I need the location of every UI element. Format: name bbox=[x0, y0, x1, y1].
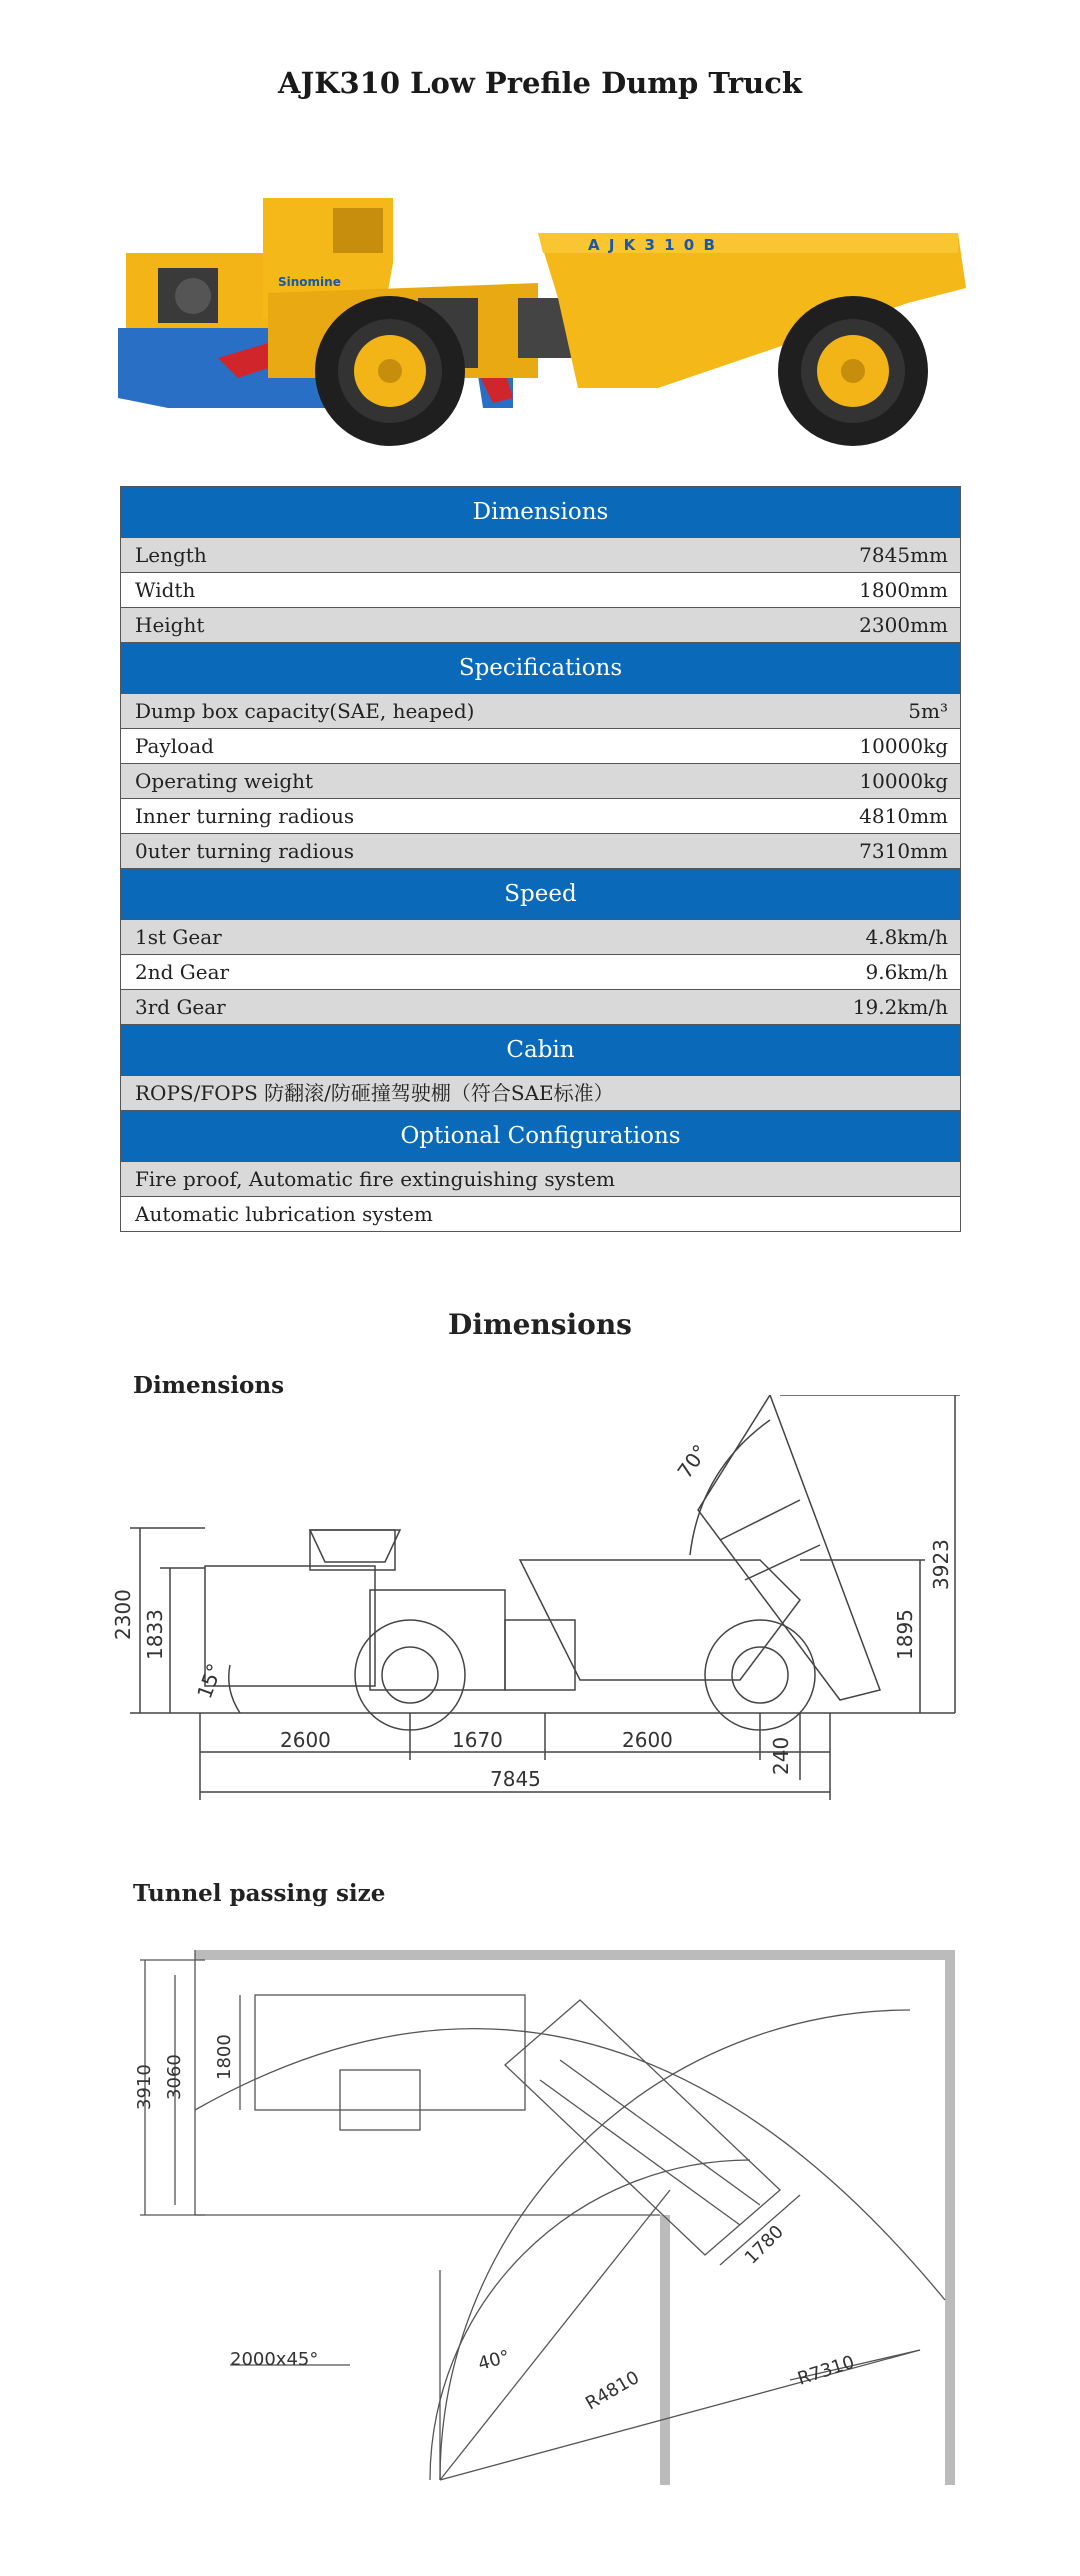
table-row: 0uter turning radious 7310mm bbox=[121, 834, 960, 869]
table-row: 2nd Gear 9.6km/h bbox=[121, 955, 960, 990]
tunnel-view-heading: Tunnel passing size bbox=[133, 1880, 386, 1907]
dim-tunnel-height-outer: 3910 bbox=[134, 2064, 155, 2110]
dim-tunnel-angle: 40° bbox=[475, 2346, 513, 2375]
tunnel-diagram bbox=[130, 1940, 960, 2500]
table-row: 3rd Gear 19.2km/h bbox=[121, 990, 960, 1025]
truck-box-text: A J K 3 1 0 B bbox=[588, 236, 717, 254]
dim-height-box: 1895 bbox=[893, 1609, 917, 1660]
specifications-header: Specifications bbox=[121, 643, 960, 694]
dim-height-tipped: 3923 bbox=[929, 1539, 953, 1590]
table-row: ROPS/FOPS 防翻滚/防砸撞驾驶棚（符合SAE标准） bbox=[121, 1076, 960, 1111]
table-row: Payload 10000kg bbox=[121, 729, 960, 764]
optional-header: Optional Configurations bbox=[121, 1111, 960, 1162]
dim-length-3: 2600 bbox=[622, 1728, 673, 1752]
dim-height-cab: 1833 bbox=[143, 1609, 167, 1660]
table-row: Inner turning radious 4810mm bbox=[121, 799, 960, 834]
dim-tunnel-body: 1800 bbox=[214, 2034, 235, 2080]
spec-table bbox=[120, 486, 961, 1232]
dim-tunnel-r-inner: R4810 bbox=[582, 2366, 644, 2415]
table-row: Fire proof, Automatic fire extinguishing system bbox=[121, 1162, 960, 1197]
dim-height-total: 2300 bbox=[111, 1589, 135, 1640]
table-row: Width 1800mm bbox=[121, 573, 960, 608]
truck-image bbox=[118, 178, 966, 468]
truck-brand-text: Sinomine bbox=[278, 275, 341, 289]
speed-header: Speed bbox=[121, 869, 960, 920]
dim-tunnel-chamfer: 2000x45° bbox=[230, 2349, 319, 2370]
table-row: 1st Gear 4.8km/h bbox=[121, 920, 960, 955]
section-heading: Dimensions bbox=[448, 1308, 632, 1341]
dim-ground: 240 bbox=[769, 1736, 793, 1775]
dim-tunnel-height-inner: 3060 bbox=[164, 2054, 185, 2100]
dimensions-header: Dimensions bbox=[121, 487, 960, 538]
side-view-heading: Dimensions bbox=[133, 1372, 285, 1399]
table-row: Automatic lubrication system bbox=[121, 1197, 960, 1231]
dim-tunnel-r-outer: R7310 bbox=[795, 2351, 858, 2390]
side-view-diagram bbox=[110, 1395, 970, 1815]
page-title: AJK310 Low Prefile Dump Truck bbox=[278, 66, 802, 100]
dim-angle-rear: 15° bbox=[192, 1660, 227, 1702]
table-row: Operating weight 10000kg bbox=[121, 764, 960, 799]
cabin-header: Cabin bbox=[121, 1025, 960, 1076]
table-row: Length 7845mm bbox=[121, 538, 960, 573]
table-row: Dump box capacity(SAE, heaped) 5m³ bbox=[121, 694, 960, 729]
dim-angle-tip: 70° bbox=[672, 1440, 713, 1483]
table-row: Height 2300mm bbox=[121, 608, 960, 643]
dim-length-1: 2600 bbox=[280, 1728, 331, 1752]
dim-tunnel-width: 1780 bbox=[740, 2221, 788, 2269]
dim-length-2: 1670 bbox=[452, 1728, 503, 1752]
dim-length-total: 7845 bbox=[490, 1767, 541, 1791]
